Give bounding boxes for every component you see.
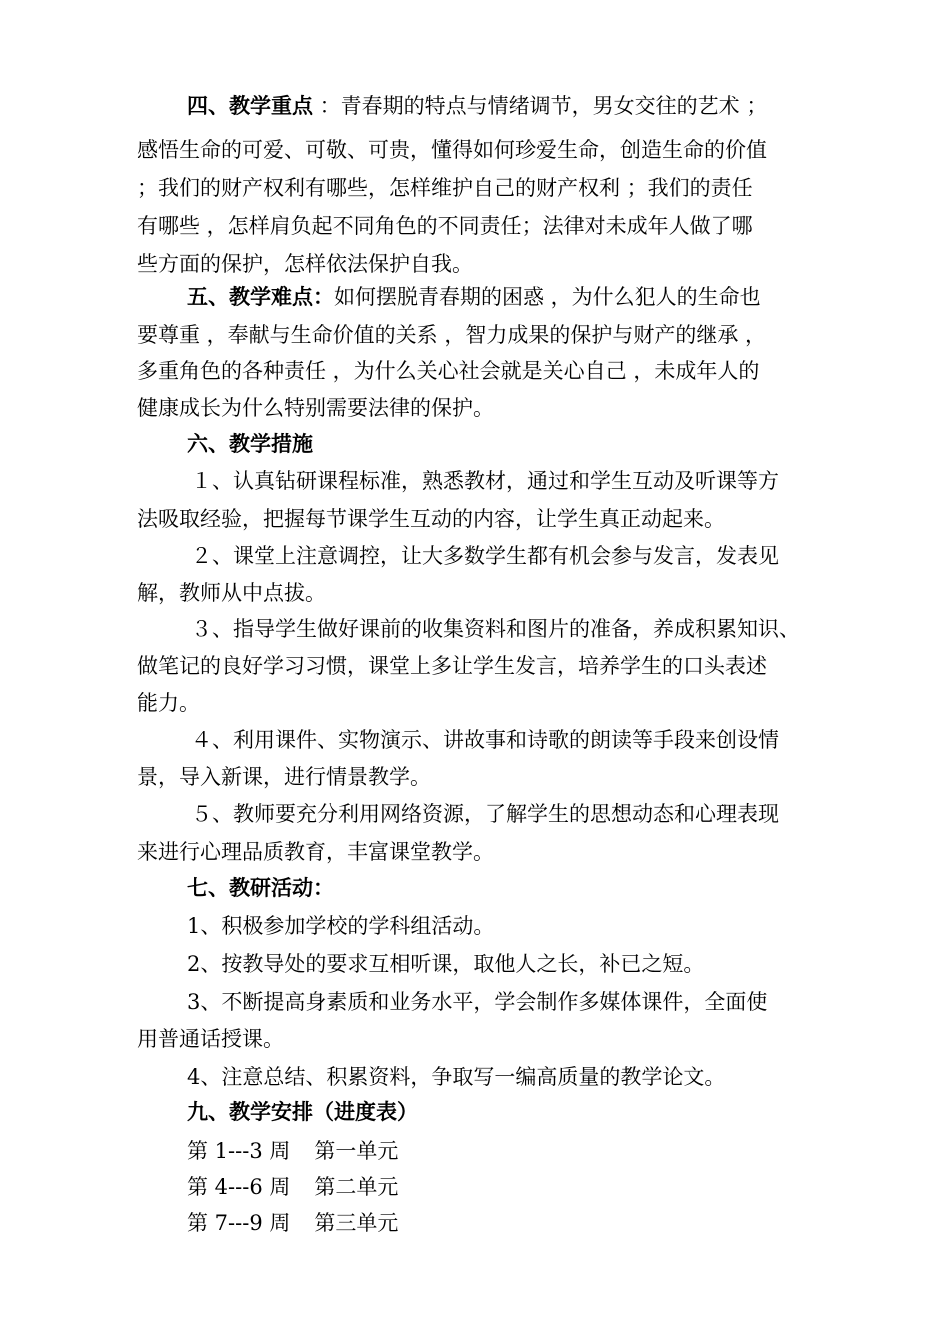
schedule-row: [187, 1173, 398, 1201]
difficulties-text: 如何摆脱青春期的困惑 ，为什么犯人的生命也: [334, 285, 761, 309]
measures-line-11: 来进行心理品质教育，丰富课堂教学。: [137, 840, 494, 864]
measures-line-7: 能力。: [137, 691, 200, 715]
schedule-row: [187, 1137, 398, 1165]
key-points-line-2: 感悟生命的可爱、可敬、可贵，懂得如何珍爱生命，创造生命的价值: [137, 138, 767, 162]
schedule-weeks: 第 4---6 周: [187, 1175, 291, 1199]
measures-line-5: ３、指导学生做好课前的收集资料和图片的准备，养成积累知识、: [191, 617, 800, 641]
difficulties-heading: 五、教学难点：: [187, 284, 334, 309]
key-points-line-3: ；我们的财产权利有哪些，怎样维护自己的财产权利 ；我们的责任: [137, 176, 753, 200]
schedule-weeks: 第 7---9 周: [187, 1211, 291, 1235]
difficulties-line-3: 多重角色的各种责任 ，为什么关心社会就是关心自己 ，未成年人的: [137, 359, 760, 383]
schedule-unit: 第三单元: [314, 1211, 399, 1235]
schedule-heading: 九、教学安排（进度表）: [187, 1099, 418, 1124]
schedule-unit: 第二单元: [314, 1175, 399, 1199]
measures-line-9: 景，导入新课，进行情景教学。: [137, 765, 431, 789]
measures-line-8: ４、利用课件、实物演示、讲故事和诗歌的朗读等手段来创设情: [191, 728, 779, 752]
research-line-5: 4、注意总结、积累资料，争取写一编高质量的教学论文。: [187, 1065, 726, 1089]
key-points-text: ：青春期的特点与情绪调节，男女交往的艺术 ；: [313, 94, 768, 118]
research-line-3: 3、不断提高身素质和业务水平，学会制作多媒体课件，全面使: [187, 990, 768, 1014]
difficulties-line-1: [187, 283, 761, 311]
difficulties-line-4: 健康成长为什么特别需要法律的保护。: [137, 396, 494, 420]
measures-line-4: 解，教师从中点拔。: [137, 581, 326, 605]
key-points-line-5: 些方面的保护，怎样依法保护自我。: [137, 252, 473, 276]
measures-line-3: ２、课堂上注意调控，让大多数学生都有机会参与发言，发表见: [191, 544, 779, 568]
schedule-row: [187, 1209, 398, 1237]
research-line-4: 用普通话授课。: [137, 1027, 284, 1051]
schedule-unit: 第一单元: [314, 1139, 399, 1163]
research-line-1: 1、积极参加学校的学科组活动。: [187, 914, 495, 938]
key-points-heading: 四、教学重点: [187, 93, 313, 118]
measures-line-1: １、认真钻研课程标准，熟悉教材，通过和学生互动及听课等方: [191, 469, 779, 493]
measures-line-10: ５、教师要充分利用网络资源，了解学生的思想动态和心理表现: [191, 802, 779, 826]
schedule-weeks: 第 1---3 周: [187, 1139, 291, 1163]
research-heading: 七、教研活动：: [187, 875, 334, 900]
key-points-line-4: 有哪些 ，怎样肩负起不同角色的不同责任；法律对未成年人做了哪: [137, 214, 753, 238]
research-line-2: 2、按教导处的要求互相听课，取他人之长，补已之短。: [187, 952, 705, 976]
difficulties-line-2: 要尊重 ，奉献与生命价值的关系 ，智力成果的保护与财产的继承 ，: [137, 323, 767, 347]
measures-heading: 六、教学措施: [187, 431, 313, 456]
key-points-line-1: [187, 92, 767, 120]
measures-line-6: 做笔记的良好学习习惯，课堂上多让学生发言，培养学生的口头表述: [137, 654, 767, 678]
measures-line-2: 法吸取经验，把握每节课学生互动的内容，让学生真正动起来。: [137, 507, 725, 531]
